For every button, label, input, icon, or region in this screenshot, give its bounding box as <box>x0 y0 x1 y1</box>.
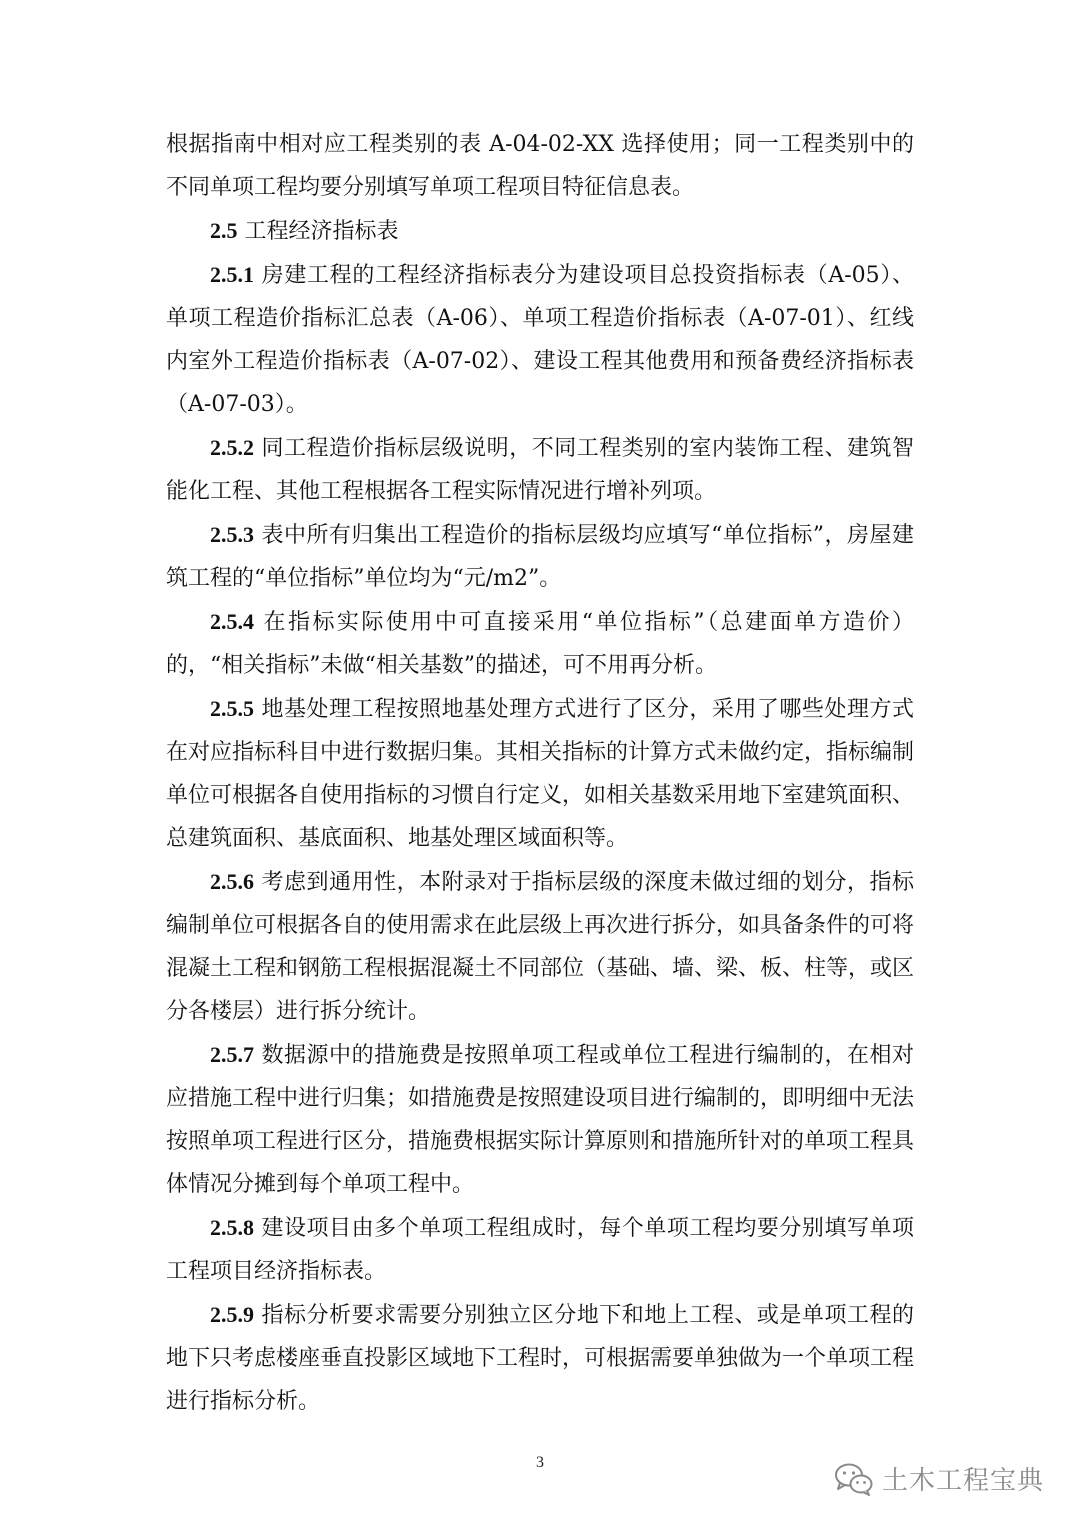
section-number: 2.5.2 <box>210 435 254 460</box>
paragraph-text: 考虑到通用性，本附录对于指标层级的深度未做过细的划分，指标编制单位可根据各自的使用需求在此层级上再次进行拆分，如具备条件的可将混凝土工程和钢筋工程根据混凝土不同部位（基础、墙、梁、板、柱等，或区分各楼层）进行拆分统计。 <box>166 870 915 1024</box>
document-body <box>166 122 914 1423</box>
paragraph-text: 同工程造价指标层级说明，不同工程类别的室内装饰工程、建筑智能化工程、其他工程根据各工程实际情况进行增补列项。 <box>166 436 914 504</box>
section-number: 2.5.5 <box>210 696 254 721</box>
paragraph-text: 根据指南中相对应工程类别的表 A-04-02-XX 选择使用；同一工程类别中的不同单项工程均要分别填写单项工程项目特征信息表。 <box>166 132 914 200</box>
paragraph-text: 地基处理工程按照地基处理方式进行了区分，采用了哪些处理方式在对应指标科目中进行数据归集。其相关指标的计算方式未做约定，指标编制单位可根据各自使用指标的习惯自行定义，如相关基数采用地下室建筑面积、总建筑面积、基底面积、地基处理区域面积等。 <box>166 697 915 851</box>
paragraph <box>166 1206 914 1293</box>
paragraph-text: 在指标实际使用中可直接采用“单位指标”（总建面单方造价）的，“相关指标”未做“相关基数”的描述，可不用再分析。 <box>166 610 914 678</box>
section-number: 2.5.3 <box>210 522 254 547</box>
section-number: 2.5.6 <box>210 869 254 894</box>
watermark <box>834 1460 1044 1497</box>
paragraph <box>166 600 914 687</box>
section-number: 2.5.8 <box>210 1215 254 1240</box>
section-number: 2.5.1 <box>210 262 254 287</box>
paragraph <box>166 860 914 1033</box>
section-title: 工程经济指标表 <box>237 219 399 244</box>
paragraph <box>166 426 914 513</box>
section-number: 2.5.7 <box>210 1042 254 1067</box>
paragraph <box>166 253 914 426</box>
paragraph <box>166 1293 914 1423</box>
section-number: 2.5 <box>210 218 238 243</box>
paragraph <box>166 687 914 860</box>
paragraph <box>166 122 914 209</box>
page-number: 3 <box>536 1454 544 1471</box>
paragraph-text: 建设项目由多个单项工程组成时，每个单项工程均要分别填写单项工程项目经济指标表。 <box>166 1216 914 1284</box>
section-heading <box>166 209 914 253</box>
paragraph <box>166 1033 914 1206</box>
paragraph-text: 数据源中的措施费是按照单项工程或单位工程进行编制的，在相对应措施工程中进行归集；如措施费是按照建设项目进行编制的，即明细中无法按照单项工程进行区分，措施费根据实际计算原则和措施所针对的单项工程具体情况分摊到每个单项工程中。 <box>166 1043 915 1197</box>
paragraph-text: 房建工程的工程经济指标表分为建设项目总投资指标表（A-05）、单项工程造价指标汇总表（A-06）、单项工程造价指标表（A-07-01）、红线内室外工程造价指标表（A-07-02）、建设工程其他费用和预备费经济指标表（A-07-03）。 <box>166 263 914 417</box>
section-number: 2.5.9 <box>210 1302 254 1327</box>
paragraph <box>166 513 914 600</box>
paragraph-text: 指标分析要求需要分别独立区分地下和地上工程、或是单项工程的地下只考虑楼座垂直投影区域地下工程时，可根据需要单独做为一个单项工程进行指标分析。 <box>166 1303 915 1414</box>
paragraph-text: 表中所有归集出工程造价的指标层级均应填写“单位指标”，房屋建筑工程的“单位指标”单位均为“元/m2”。 <box>166 523 914 591</box>
wechat-icon <box>834 1462 874 1496</box>
watermark-text: 土木工程宝典 <box>881 1466 1044 1496</box>
section-number: 2.5.4 <box>210 609 254 634</box>
